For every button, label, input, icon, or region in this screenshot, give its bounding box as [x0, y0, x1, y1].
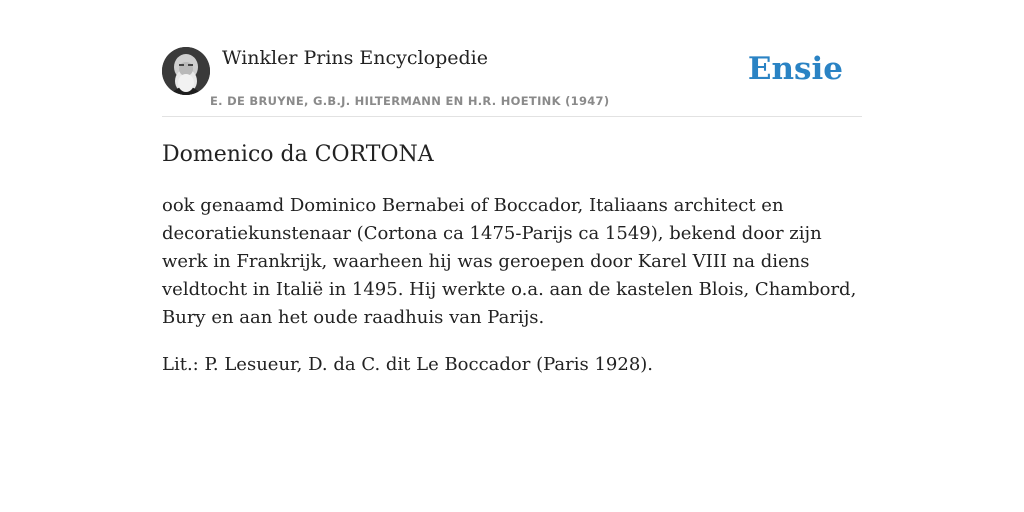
authors-line: E. DE BRUYNE, G.B.J. HILTERMANN EN H.R. HOETINK (1947)	[210, 94, 610, 108]
avatar-portrait	[162, 47, 210, 95]
entry-literature: Lit.: P. Lesueur, D. da C. dit Le Boccador (Paris 1928).	[162, 354, 654, 375]
entry-body: ook genaamd Dominico Bernabei of Boccador, Italiaans architect en decoratiekunstenaar (Cortona ca 1475-Parijs ca 1549), bekend door zijn werk in Frankrijk, waarheen hij was geroepen door Karel VIII na diens veldtocht in Italië in 1495. Hij werkte o.a. aan de kastelen Blois, Chambord, Bury en aan het oude raadhuis van Parijs.	[162, 195, 857, 328]
header	[162, 0, 862, 117]
entry-title: Domenico da CORTONA	[162, 142, 434, 167]
ensie-logo[interactable]: Ensie	[747, 51, 843, 87]
author-avatar[interactable]	[162, 47, 210, 95]
page-container	[162, 0, 862, 375]
site-title[interactable]: Winkler Prins Encyclopedie	[222, 47, 488, 69]
